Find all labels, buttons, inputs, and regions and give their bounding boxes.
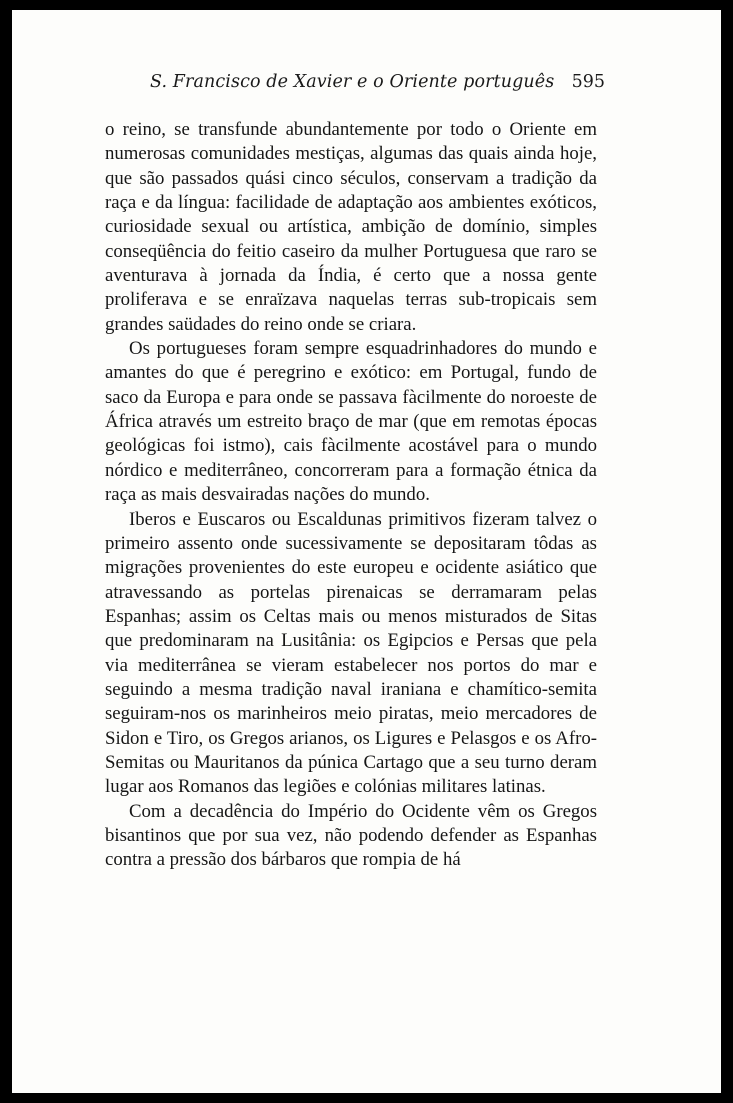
paragraph: Os portugueses foram sempre esquadrinhadores do mundo e amantes do que é peregrino e exótico: em Portugal, fundo de saco da Europa e para onde se passava fàcilmente do noroeste de África através um estreito braço de mar (que em remotas épocas geológicas foi istmo), cais fàcilmente acostável para o mundo nórdico e mediterrâneo, concorreram para a formação étnica da raça as mais desvairadas nações do mundo. — [105, 338, 597, 506]
paragraph-continuation: o reino, se transfunde abundantemente por todo o Oriente em numerosas comunidades mestiças, algumas das quais ainda hoje, que são passados quási cinco séculos, conservam a tradição da raça e da língua: facilidade de adaptação aos ambientes exóticos, curiosidade sexual ou artística, ambição de domínio, simples conseqüência do feitio caseiro da mulher Portuguesa que raro se aventurava à jornada da Índia, é certo que a nossa gente proliferava e se enraïzava naquelas terras sub-tropicais sem grandes saüdades do reino onde se criara. — [105, 119, 597, 335]
book-page — [12, 10, 721, 1093]
body-text — [105, 118, 597, 873]
running-header — [150, 72, 605, 100]
running-title: S. Francisco de Xavier e o Oriente português — [150, 72, 555, 92]
page-number: 595 — [571, 72, 605, 92]
paragraph: Iberos e Euscaros ou Escaldunas primitivos fizeram talvez o primeiro assento onde sucessivamente se depositaram tôdas as migrações provenientes do este europeu e ocidente asiático que atravessando as portelas pirenaicas se derramaram pelas Espanhas; assim os Celtas mais ou menos misturados de Sitas que predominaram na Lusitânia: os Egipcios e Persas que pela via mediterrânea se vieram estabelecer nos portos do mar e seguindo a mesma tradição naval iraniana e chamítico-semita seguiram-nos os marinheiros meio piratas, meio mercadores de Sidon e Tiro, os Gregos arianos, os Ligures e Pelasgos e os Afro-Semitas ou Mauritanos da púnica Cartago que a seu turno deram lugar aos Romanos das legiões e colónias militares latinas. — [105, 508, 597, 798]
paragraph: Com a decadência do Império do Ocidente vêm os Gregos bisantinos que por sua vez, não podendo defender as Espanhas contra a pressão dos bárbaros que rompia de há — [105, 800, 597, 871]
